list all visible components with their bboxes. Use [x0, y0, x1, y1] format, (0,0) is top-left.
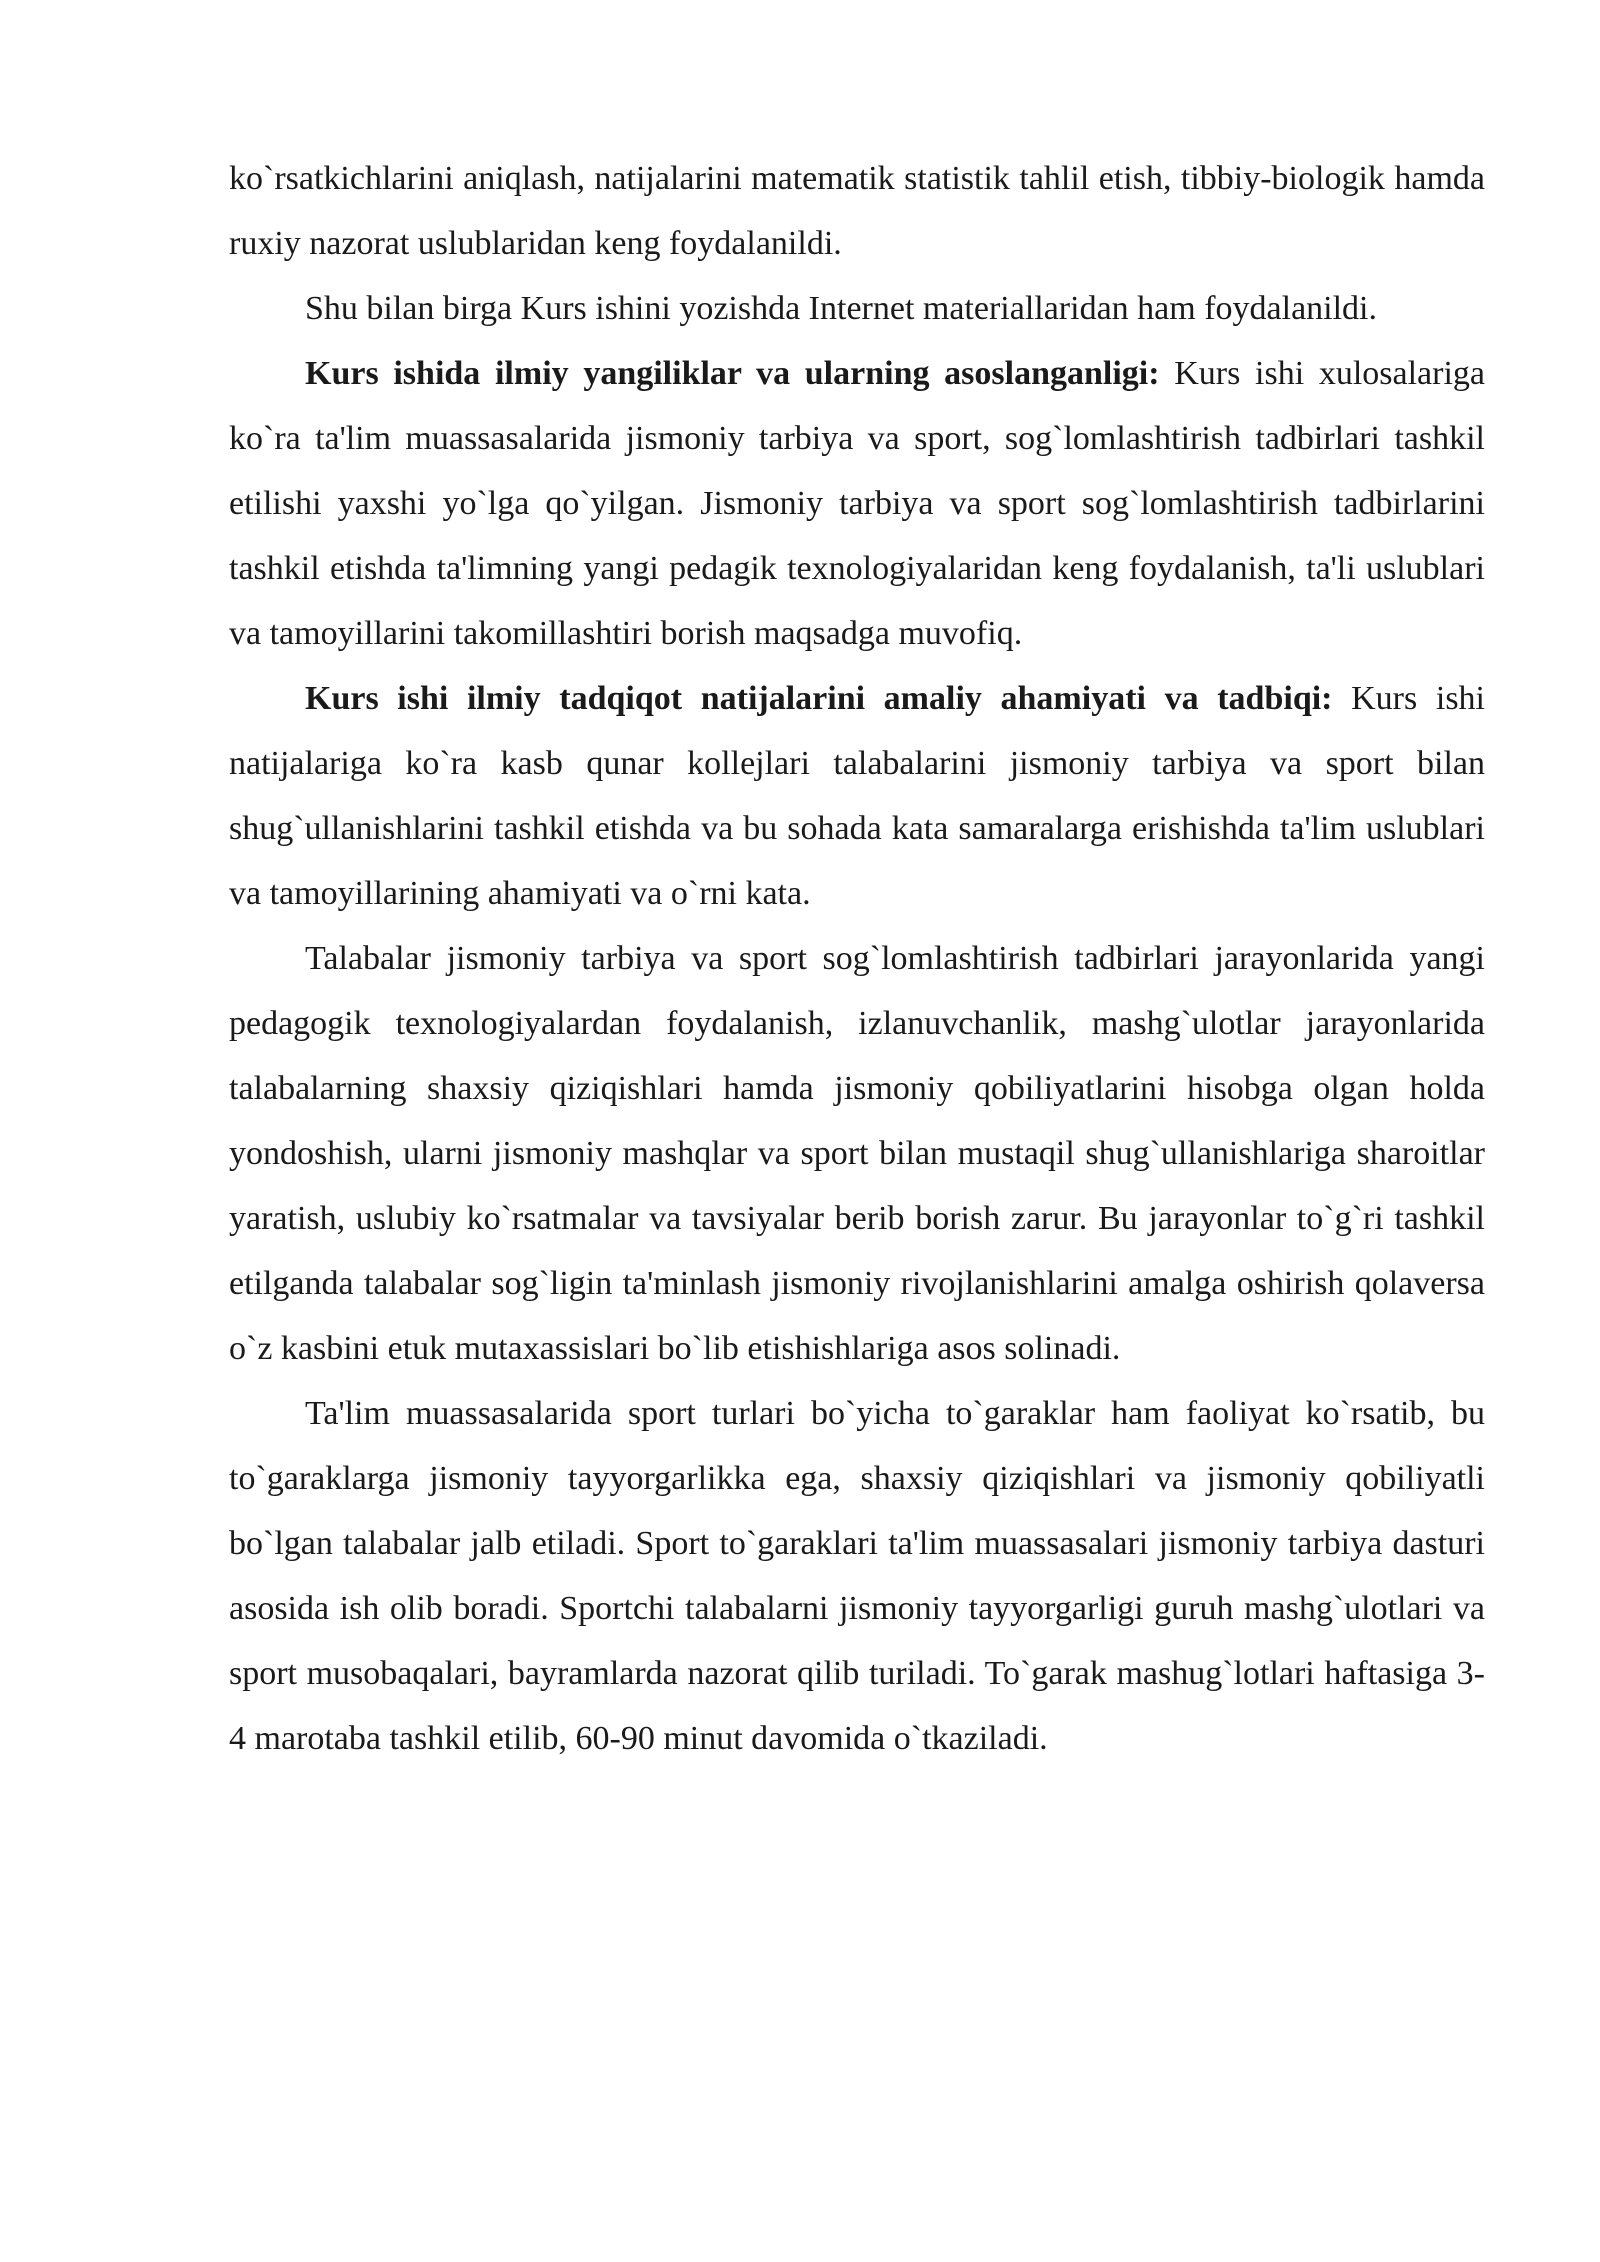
paragraph-scientific-novelty: [229, 341, 1485, 666]
paragraph-sport-clubs: [229, 1381, 1485, 1771]
paragraph-text: Ta'lim muassasalarida sport turlari bo`yicha to`garaklar ham faoliyat ko`rsatib, bu to`garaklarga jismoniy tayyorgarlikka ega, shaxsiy qiziqishlari va jismoniy qobiliyatli bo`lgan talabalar jalb etiladi. Sport to`garaklari ta'lim muassasalari jismoniy tarbiya dasturi asosida ish olib boradi. Sportchi talabalarni jismoniy tayyorgarligi guruh mashg`ulotlari va sport musobaqalari, bayramlarda nazorat qilib turiladi. To`garak mashug`lotlari haftasiga 3-4 marotaba tashkil etilib, 60-90 minut davomida o`tkaziladi.: [229, 1395, 1485, 1757]
paragraph-text: Shu bilan birga Kurs ishini yozishda Internet materiallaridan ham foydalanildi.: [305, 290, 1377, 327]
paragraph-heading: Kurs ishi ilmiy tadqiqot natijalarini amaliy ahamiyati va tadbiqi:: [305, 680, 1333, 717]
paragraph-text: Kurs ishi xulosalariga ko`ra ta'lim muassasalarida jismoniy tarbiya va sport, sog`lomlashtirish tadbirlari tashkil etilishi yaxshi yo`lga qo`yilgan. Jismoniy tarbiya va sport sog`lomlashtirish tadbirlarini tashkil etishda ta'limning yangi pedagik texnologiyalaridan keng foydalanish, ta'li uslublari va tamoyillarini takomillashtiri borish maqsadga muvofiq.: [229, 355, 1485, 652]
paragraph-text: Kurs ishi natijalariga ko`ra kasb qunar kollejlari talabalarini jismoniy tarbiya va sport bilan shug`ullanishlarini tashkil etishda va bu sohada kata samaralarga erishishda ta'lim uslublari va tamoyillarining ahamiyati va o`rni kata.: [229, 680, 1485, 912]
paragraph-internet-materials: [229, 276, 1485, 341]
paragraph-continuation: [229, 146, 1485, 276]
paragraph-heading: Kurs ishida ilmiy yangiliklar va ularning asoslanganligi:: [305, 355, 1160, 392]
document-page: [229, 146, 1485, 1771]
paragraph-practical-significance: [229, 666, 1485, 926]
paragraph-text: ko`rsatkichlarini aniqlash, natijalarini matematik statistik tahlil etish, tibbiy-biologik hamda ruxiy nazorat uslublaridan keng foydalanildi.: [229, 160, 1485, 262]
paragraph-text: Talabalar jismoniy tarbiya va sport sog`lomlashtirish tadbirlari jarayonlarida yangi pedagogik texnologiyalardan foydalanish, izlanuvchanlik, mashg`ulotlar jarayonlarida talabalarning shaxsiy qiziqishlari hamda jismoniy qobiliyatlarini hisobga olgan holda yondoshish, ularni jismoniy mashqlar va sport bilan mustaqil shug`ullanishlariga sharoitlar yaratish, uslubiy ko`rsatmalar va tavsiyalar berib borish zarur. Bu jarayonlar to`g`ri tashkil etilganda talabalar sog`ligin ta'minlash jismoniy rivojlanishlarini amalga oshirish qolaversa o`z kasbini etuk mutaxassislari bo`lib etishishlariga asos solinadi.: [229, 940, 1485, 1367]
paragraph-students-training: [229, 926, 1485, 1381]
